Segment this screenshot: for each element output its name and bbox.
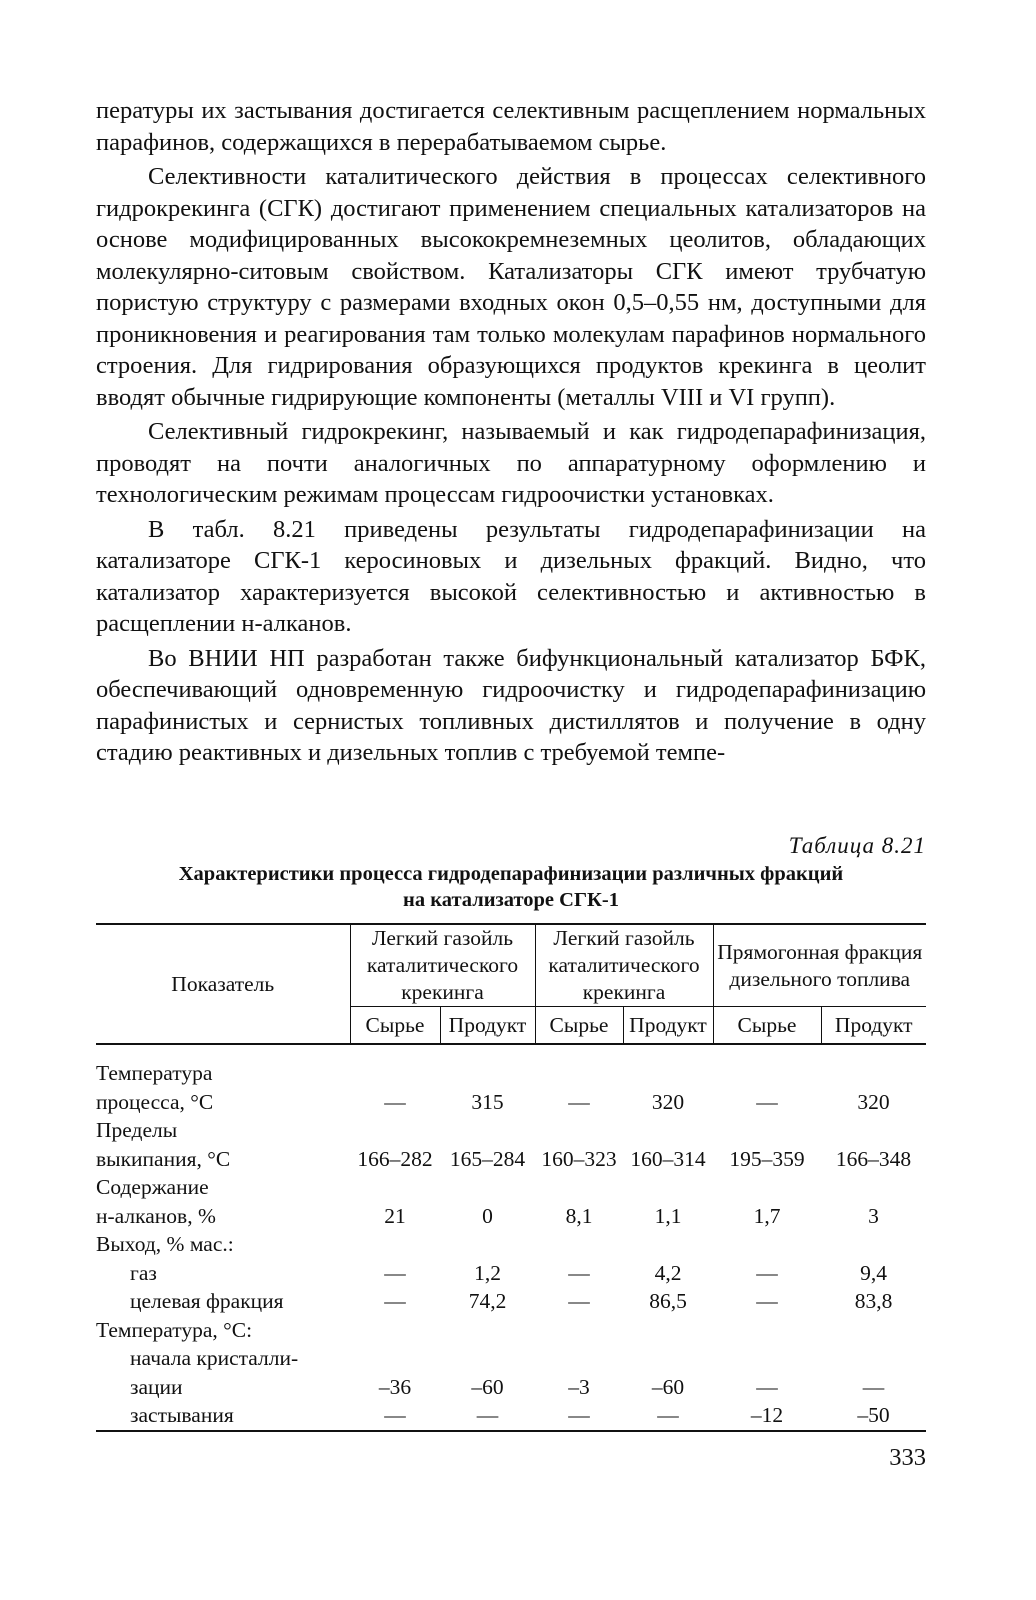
table-cell: 74,2	[468, 1289, 507, 1313]
table-row	[96, 1230, 926, 1259]
table-cell	[440, 1116, 535, 1145]
row-label: Выход, % мас.:	[96, 1232, 234, 1256]
table-cell: —	[756, 1260, 778, 1285]
table-cell: 3	[868, 1203, 879, 1228]
table-cell	[623, 1344, 713, 1373]
row-label: Температура, °С:	[96, 1317, 253, 1342]
table-row	[96, 1401, 926, 1431]
table-cell	[350, 1230, 440, 1259]
table-cell: 166–348	[835, 1146, 912, 1171]
table-cell	[623, 1173, 713, 1202]
table-cell: 8,1	[565, 1203, 593, 1228]
table-cell: —	[440, 1401, 535, 1431]
row-label: Температура	[96, 1061, 213, 1085]
table-cell: —	[756, 1089, 778, 1114]
table-section	[96, 833, 926, 1432]
paragraph-1: пературы их застывания достигается селективным расщеплением нормальных парафинов, содержащихся в перерабатываемом сырье.	[96, 97, 926, 156]
paragraph-2: Селективности каталитического действия в процессах селективного гидрокрекинга (СГК) достигают применением специальных катализаторов на основе модифицированных высококремнеземных цеолитов, обладающих молекулярно-ситовым свойством. Катализаторы СГК имеют трубчатую пористую структуру с размерами входных окон 0,5–0,55 нм, доступными для проникновения и реагирования там только молекулам парафинов нормального строения. Для гидрирования образующихся продуктов крекинга в цеолит вводят обычные гидрирующие компоненты (металлы VIII и VI групп).	[96, 163, 926, 411]
table-cell: –60	[651, 1374, 685, 1399]
table-cell	[713, 1173, 821, 1202]
table-cell	[713, 1116, 821, 1145]
row-label: Пределы	[96, 1118, 178, 1142]
table-row	[96, 1344, 926, 1373]
table-cell	[713, 1230, 821, 1259]
sub-header-raw: Сырье	[713, 1007, 821, 1045]
table-cell: —	[756, 1374, 778, 1399]
sub-header-product: Продукт	[821, 1007, 926, 1045]
table-cell	[623, 1230, 713, 1259]
table-cell: 160–314	[630, 1146, 706, 1171]
table-cell: 166–282	[357, 1146, 433, 1171]
table-title-line-1: Характеристики процесса гидродепарафинизации различных фракций	[178, 863, 844, 885]
table-cell	[350, 1044, 440, 1088]
table-cell: –3	[568, 1374, 590, 1399]
table-cell: –60	[471, 1374, 504, 1399]
table-cell: —	[756, 1289, 778, 1313]
group-header-3: Прямогонная фракция дизельного топлива	[713, 924, 926, 1007]
table-cell	[821, 1316, 926, 1345]
row-label: процесса, °С	[96, 1089, 214, 1114]
table-cell	[713, 1044, 821, 1088]
table-cell: —	[568, 1289, 590, 1313]
table-cell: 0	[482, 1203, 493, 1228]
table-row	[96, 1044, 926, 1088]
table-cell	[623, 1116, 713, 1145]
table-cell: 160–323	[541, 1146, 617, 1171]
table-cell	[821, 1044, 926, 1088]
table-cell: —	[623, 1401, 713, 1431]
table-body	[96, 1044, 926, 1431]
table-cell	[535, 1044, 623, 1088]
table-cell	[440, 1044, 535, 1088]
page-number: 333	[889, 1444, 926, 1471]
table-cell	[440, 1230, 535, 1259]
table-cell: —	[535, 1401, 623, 1431]
table-cell	[821, 1116, 926, 1145]
table-cell	[821, 1344, 926, 1373]
table-cell	[535, 1116, 623, 1145]
sub-header-product: Продукт	[623, 1007, 713, 1045]
row-label: н-алканов, %	[96, 1203, 216, 1228]
row-label: Содержание	[96, 1175, 209, 1199]
group-header-1: Легкий газойль каталитического крекинга	[350, 924, 535, 1007]
table-cell: 9,4	[860, 1260, 887, 1285]
table-cell: —	[350, 1401, 440, 1431]
table-row	[96, 1145, 926, 1174]
row-label: целевая фракция	[130, 1289, 284, 1313]
table-row	[96, 1088, 926, 1117]
table-row	[96, 1202, 926, 1231]
table-cell	[821, 1230, 926, 1259]
table-cell: 195–359	[729, 1146, 805, 1171]
paragraph-5: Во ВНИИ НП разработан также бифункциональный катализатор БФК, обеспечивающий одновременную гидроочистку и гидродепарафинизацию парафинистых и сернистых топливных дистиллятов и получение в одну стадию реактивных и дизельных топлив с требуемой темпе-	[96, 644, 926, 766]
table-cell: 320	[651, 1089, 685, 1114]
group-header-2: Легкий газойль каталитического крекинга	[535, 924, 713, 1007]
table-cell: 83,8	[854, 1289, 893, 1313]
sub-header-raw: Сырье	[350, 1007, 440, 1045]
table-cell: 1,2	[474, 1260, 501, 1285]
body-text	[96, 95, 926, 772]
row-label: выкипания, °С	[96, 1146, 231, 1171]
table-cell: 1,1	[654, 1203, 682, 1228]
row-label: газ	[130, 1260, 157, 1285]
sub-header-product: Продукт	[440, 1007, 535, 1045]
table-cell	[535, 1173, 623, 1202]
data-table	[96, 923, 926, 1432]
table-cell	[713, 1316, 821, 1345]
row-label: начала кристалли-	[130, 1346, 299, 1370]
table-cell	[350, 1344, 440, 1373]
table-cell: 315	[471, 1089, 504, 1114]
table-cell	[440, 1173, 535, 1202]
table-cell: 320	[857, 1089, 890, 1114]
table-cell	[821, 1173, 926, 1202]
paragraph-3: Селективный гидрокрекинг, называемый и как гидродепарафинизация, проводят на почти аналогичных по аппаратурному оформлению и технологическим режимам процессам гидроочистки установках.	[96, 418, 926, 508]
sub-header-raw: Сырье	[535, 1007, 623, 1045]
row-label: зации	[130, 1374, 183, 1399]
table-cell: –36	[378, 1374, 412, 1399]
table-cell	[350, 1316, 440, 1345]
row-label: застывания	[96, 1401, 350, 1431]
table-cell: —	[384, 1260, 406, 1285]
table-cell	[713, 1344, 821, 1373]
table-cell: 1,7	[753, 1203, 781, 1228]
table-cell: 86,5	[649, 1289, 687, 1313]
param-header: Показатель	[96, 924, 350, 1044]
table-cell	[350, 1173, 440, 1202]
table-row	[96, 1373, 926, 1402]
table-number: Таблица 8.21	[788, 833, 926, 858]
table-cell: —	[568, 1260, 590, 1285]
table-row	[96, 1316, 926, 1345]
table-cell: —	[384, 1289, 406, 1313]
table-cell	[535, 1230, 623, 1259]
table-cell: 21	[384, 1203, 406, 1228]
table-cell	[623, 1316, 713, 1345]
table-cell: 165–284	[449, 1146, 526, 1171]
table-cell: —	[384, 1089, 406, 1114]
table-row	[96, 1259, 926, 1288]
table-cell: –50	[821, 1401, 926, 1431]
table-cell: —	[568, 1089, 590, 1114]
table-cell: —	[862, 1374, 885, 1399]
table-row	[96, 1116, 926, 1145]
table-title-line-2: на катализаторе СГК-1	[403, 889, 619, 911]
table-cell	[535, 1316, 623, 1345]
table-cell	[623, 1044, 713, 1088]
paragraph-4: В табл. 8.21 приведены результаты гидродепарафинизации на катализаторе СГК-1 керосиновых и дизельных фракций. Видно, что катализатор характеризуется высокой селективностью и активностью в расщеплении н-алканов.	[96, 515, 926, 637]
table-cell	[350, 1116, 440, 1145]
table-cell	[440, 1316, 535, 1345]
table-row	[96, 1173, 926, 1202]
table-cell: 4,2	[654, 1260, 682, 1285]
table-cell	[535, 1344, 623, 1373]
table-row	[96, 1287, 926, 1316]
table-cell	[440, 1344, 535, 1373]
table-cell: –12	[713, 1401, 821, 1431]
